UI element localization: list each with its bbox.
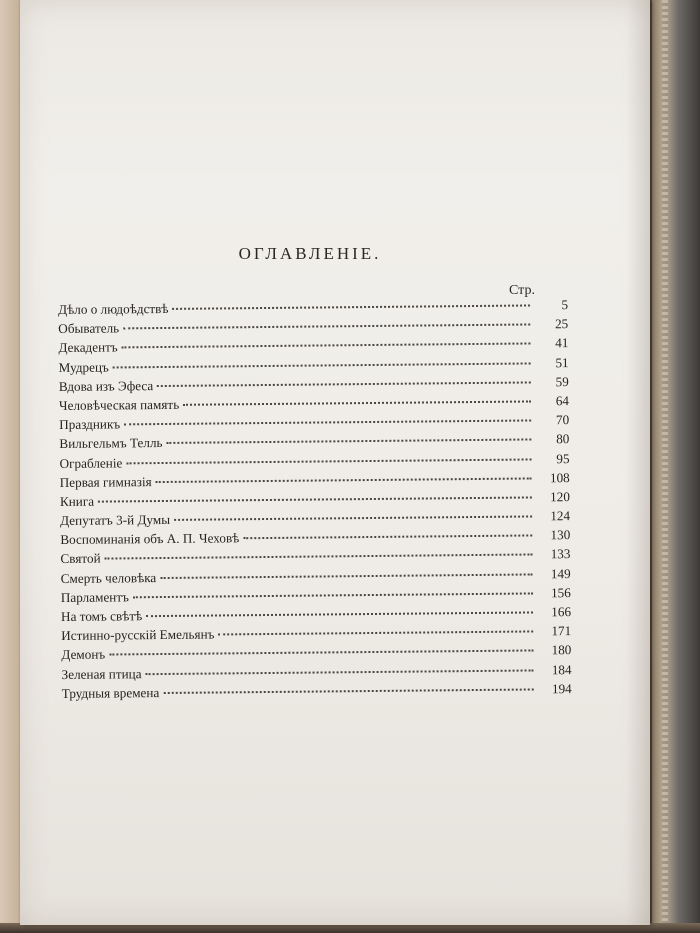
- toc-entry-title: Дѣло о людоѣдствѣ: [58, 300, 169, 317]
- toc-entry-page: 124: [550, 508, 571, 524]
- book-page: [20, 0, 650, 925]
- toc-entry-title: Святой: [60, 551, 101, 567]
- dot-leader: [183, 399, 531, 405]
- dot-leader: [163, 687, 533, 694]
- toc-entry-page: 80: [556, 431, 570, 447]
- toc-entry-title: Обыватель: [58, 320, 120, 337]
- toc-entry-page: 171: [551, 623, 572, 639]
- dot-leader: [146, 668, 534, 675]
- toc-entry-page: 120: [550, 488, 570, 505]
- dot-leader: [243, 534, 532, 540]
- dot-leader: [174, 515, 532, 521]
- toc-entry-page: 59: [555, 373, 569, 389]
- toc-entry-title: Истинно-русскій Емельянъ: [61, 626, 215, 644]
- dot-leader: [109, 649, 533, 656]
- toc-entry-title: Воспоминанія объ А. П. Чеховѣ: [60, 530, 240, 548]
- toc-entry-title: Смерть человѣка: [60, 569, 157, 586]
- toc-entry-page: 184: [551, 661, 572, 677]
- toc-entry-title: Трудныя времена: [61, 684, 160, 701]
- page-column-header: Стр.: [509, 283, 535, 298]
- toc-entry-page: 51: [555, 354, 569, 370]
- dot-leader: [146, 610, 533, 617]
- toc-entry-page: 149: [550, 565, 571, 581]
- dot-leader: [98, 495, 532, 502]
- dot-leader: [160, 572, 532, 579]
- toc-entry-page: 41: [555, 335, 569, 351]
- dot-leader: [123, 323, 530, 330]
- toc-entry-page: 180: [551, 642, 572, 658]
- dot-leader: [126, 457, 531, 464]
- toc-entry-title: Декадентъ: [58, 339, 118, 356]
- toc-title: ОГЛАВЛЕНІЕ.: [238, 244, 382, 263]
- toc-entry-page: 25: [554, 316, 569, 332]
- dot-leader: [218, 630, 533, 636]
- toc-entry-page: 70: [555, 412, 570, 428]
- dot-leader: [122, 342, 531, 349]
- dot-leader: [105, 553, 533, 560]
- toc-entry-page: 166: [551, 604, 572, 620]
- toc-entry-title: Вдова изъ Эфеса: [58, 377, 154, 394]
- toc-entry: [62, 681, 572, 705]
- toc-entry-page: 133: [550, 546, 571, 562]
- dot-leader: [157, 380, 531, 387]
- dot-leader: [133, 591, 533, 598]
- dot-leader: [156, 476, 532, 483]
- book-cover-right: [652, 0, 700, 933]
- toc-entry-title: На томъ свѣтѣ: [60, 608, 143, 624]
- toc-entry-page: 95: [556, 450, 570, 466]
- toc-entry-page: 5: [561, 297, 569, 313]
- toc-entry-page: 130: [550, 527, 571, 543]
- toc-entry-title: Мудрецъ: [58, 359, 109, 375]
- toc-entry-page: 194: [551, 680, 572, 697]
- toc-entry-page: 108: [549, 469, 570, 485]
- toc-entry-title: Демонъ: [61, 646, 106, 663]
- toc-entry-title: Зеленая птица: [61, 665, 142, 682]
- toc-entry-title: Ограбленіе: [59, 454, 123, 471]
- toc-entry-title: Вильгельмъ Телль: [59, 435, 163, 452]
- toc-entry-title: Книга: [59, 493, 95, 509]
- toc-entry-page: 156: [550, 584, 571, 601]
- toc-list: [58, 297, 572, 705]
- toc-entry-title: Праздникъ: [59, 416, 121, 433]
- dot-leader: [113, 361, 531, 368]
- toc-entry-page: 64: [555, 393, 570, 409]
- toc-entry-title: Депутатъ 3-й Думы: [60, 511, 171, 529]
- toc-entry-title: Парламентъ: [60, 589, 129, 605]
- dot-leader: [167, 438, 532, 445]
- dot-leader: [124, 419, 531, 426]
- dot-leader: [173, 303, 531, 309]
- toc-entry-title: Человѣческая память: [58, 396, 180, 413]
- toc-entry-title: Первая гимназія: [59, 473, 152, 490]
